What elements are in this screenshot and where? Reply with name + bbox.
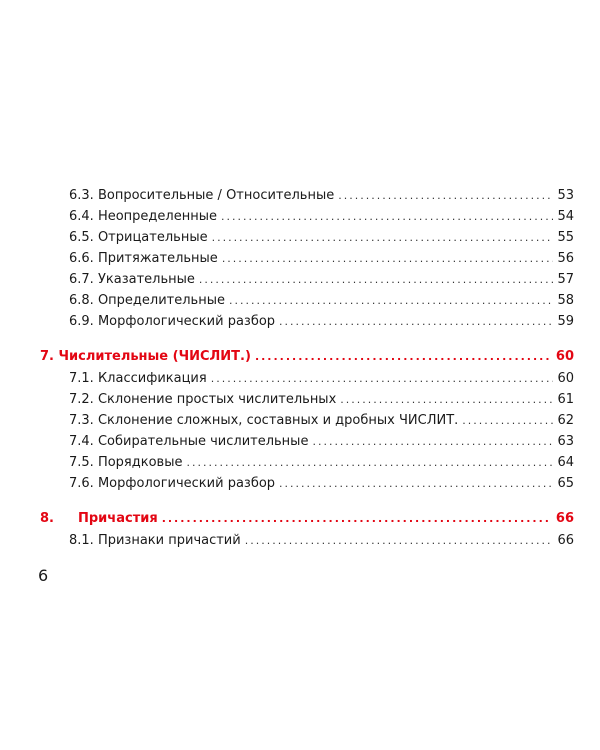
toc-entry[interactable] [40, 227, 574, 248]
toc-entry-number: 7.6. [69, 476, 94, 491]
toc-chapter-number: 8. [40, 511, 54, 526]
toc-entry[interactable] [40, 530, 574, 551]
page-number: 6 [38, 566, 49, 585]
toc-entry-number: 6.5. [69, 230, 94, 245]
toc-entry-title: Указательные [97, 272, 195, 287]
toc-chapter-page: 66 [555, 511, 574, 526]
toc-chapter-7[interactable] [40, 346, 574, 368]
toc-entry[interactable] [40, 410, 574, 431]
toc-entry-page: 58 [557, 293, 574, 308]
toc-entry-title: Признаки причастий [97, 533, 241, 548]
toc-entry-page: 60 [557, 371, 574, 386]
leader-dots [255, 346, 552, 368]
toc-entry-number: 6.3. [69, 188, 94, 203]
toc-entry-title: Собирательные числительные [97, 434, 309, 449]
toc-entry-page: 61 [557, 392, 574, 407]
leader-dots [340, 389, 553, 410]
spacer [40, 494, 574, 508]
spacer [40, 332, 574, 346]
toc-entry-page: 54 [557, 209, 574, 224]
toc-entry-number: 7.4. [69, 434, 94, 449]
toc-entry-number: 7.1. [69, 371, 94, 386]
leader-dots [212, 227, 554, 248]
toc-entry[interactable] [40, 473, 574, 494]
toc-entry-page: 65 [557, 476, 574, 491]
toc-entry-page: 63 [557, 434, 574, 449]
leader-dots [162, 508, 552, 530]
toc-entry-number: 6.9. [69, 314, 94, 329]
table-of-contents [40, 185, 574, 551]
leader-dots [279, 473, 553, 494]
leader-dots [221, 206, 553, 227]
toc-entry-page: 55 [557, 230, 574, 245]
toc-entry[interactable] [40, 185, 574, 206]
toc-chapter-number: 7. [40, 349, 54, 364]
toc-entry-title: Морфологический разбор [97, 314, 276, 329]
toc-entry-number: 7.2. [69, 392, 94, 407]
leader-dots [279, 311, 553, 332]
toc-entry-title: Притяжательные [97, 251, 218, 266]
toc-entry-number: 7.3. [69, 413, 94, 428]
toc-entry-number: 8.1. [69, 533, 94, 548]
toc-entry[interactable] [40, 311, 574, 332]
toc-chapter-title: Причастия [78, 511, 158, 526]
toc-entry[interactable] [40, 248, 574, 269]
toc-entry[interactable] [40, 290, 574, 311]
toc-chapter-page: 60 [555, 349, 574, 364]
toc-entry-title: Морфологический разбор [97, 476, 276, 491]
toc-entry-page: 64 [557, 455, 574, 470]
toc-entry-number: 6.7. [69, 272, 94, 287]
toc-entry-title: Склонение сложных, составных и дробных ЧИСЛИТ. [97, 413, 459, 428]
toc-entry-page: 59 [557, 314, 574, 329]
toc-entry-title: Склонение простых числительных [97, 392, 337, 407]
leader-dots [186, 452, 553, 473]
leader-dots [462, 410, 553, 431]
toc-entry[interactable] [40, 431, 574, 452]
leader-dots [245, 530, 554, 551]
toc-entry[interactable] [40, 368, 574, 389]
leader-dots [312, 431, 553, 452]
toc-chapter-title: Числительные (ЧИСЛИТ.) [58, 349, 251, 364]
leader-dots [229, 290, 553, 311]
toc-entry-page: 66 [557, 533, 574, 548]
toc-entry-number: 6.6. [69, 251, 94, 266]
toc-entry-page: 62 [557, 413, 574, 428]
leader-dots [338, 185, 553, 206]
toc-entry[interactable] [40, 269, 574, 290]
leader-dots [211, 368, 554, 389]
toc-entry-page: 53 [557, 188, 574, 203]
toc-entry[interactable] [40, 452, 574, 473]
toc-entry-number: 7.5. [69, 455, 94, 470]
leader-dots [222, 248, 554, 269]
toc-entry-number: 6.4. [69, 209, 94, 224]
toc-entry-title: Вопросительные / Относительные [97, 188, 335, 203]
toc-entry[interactable] [40, 206, 574, 227]
toc-entry-title: Неопределенные [97, 209, 217, 224]
toc-entry[interactable] [40, 389, 574, 410]
toc-entry-number: 6.8. [69, 293, 94, 308]
toc-chapter-8[interactable] [40, 508, 574, 530]
toc-entry-page: 56 [557, 251, 574, 266]
toc-entry-title: Определительные [97, 293, 225, 308]
toc-entry-title: Классификация [97, 371, 207, 386]
toc-entry-page: 57 [557, 272, 574, 287]
toc-entry-title: Порядковые [97, 455, 183, 470]
toc-entry-title: Отрицательные [97, 230, 208, 245]
leader-dots [199, 269, 554, 290]
